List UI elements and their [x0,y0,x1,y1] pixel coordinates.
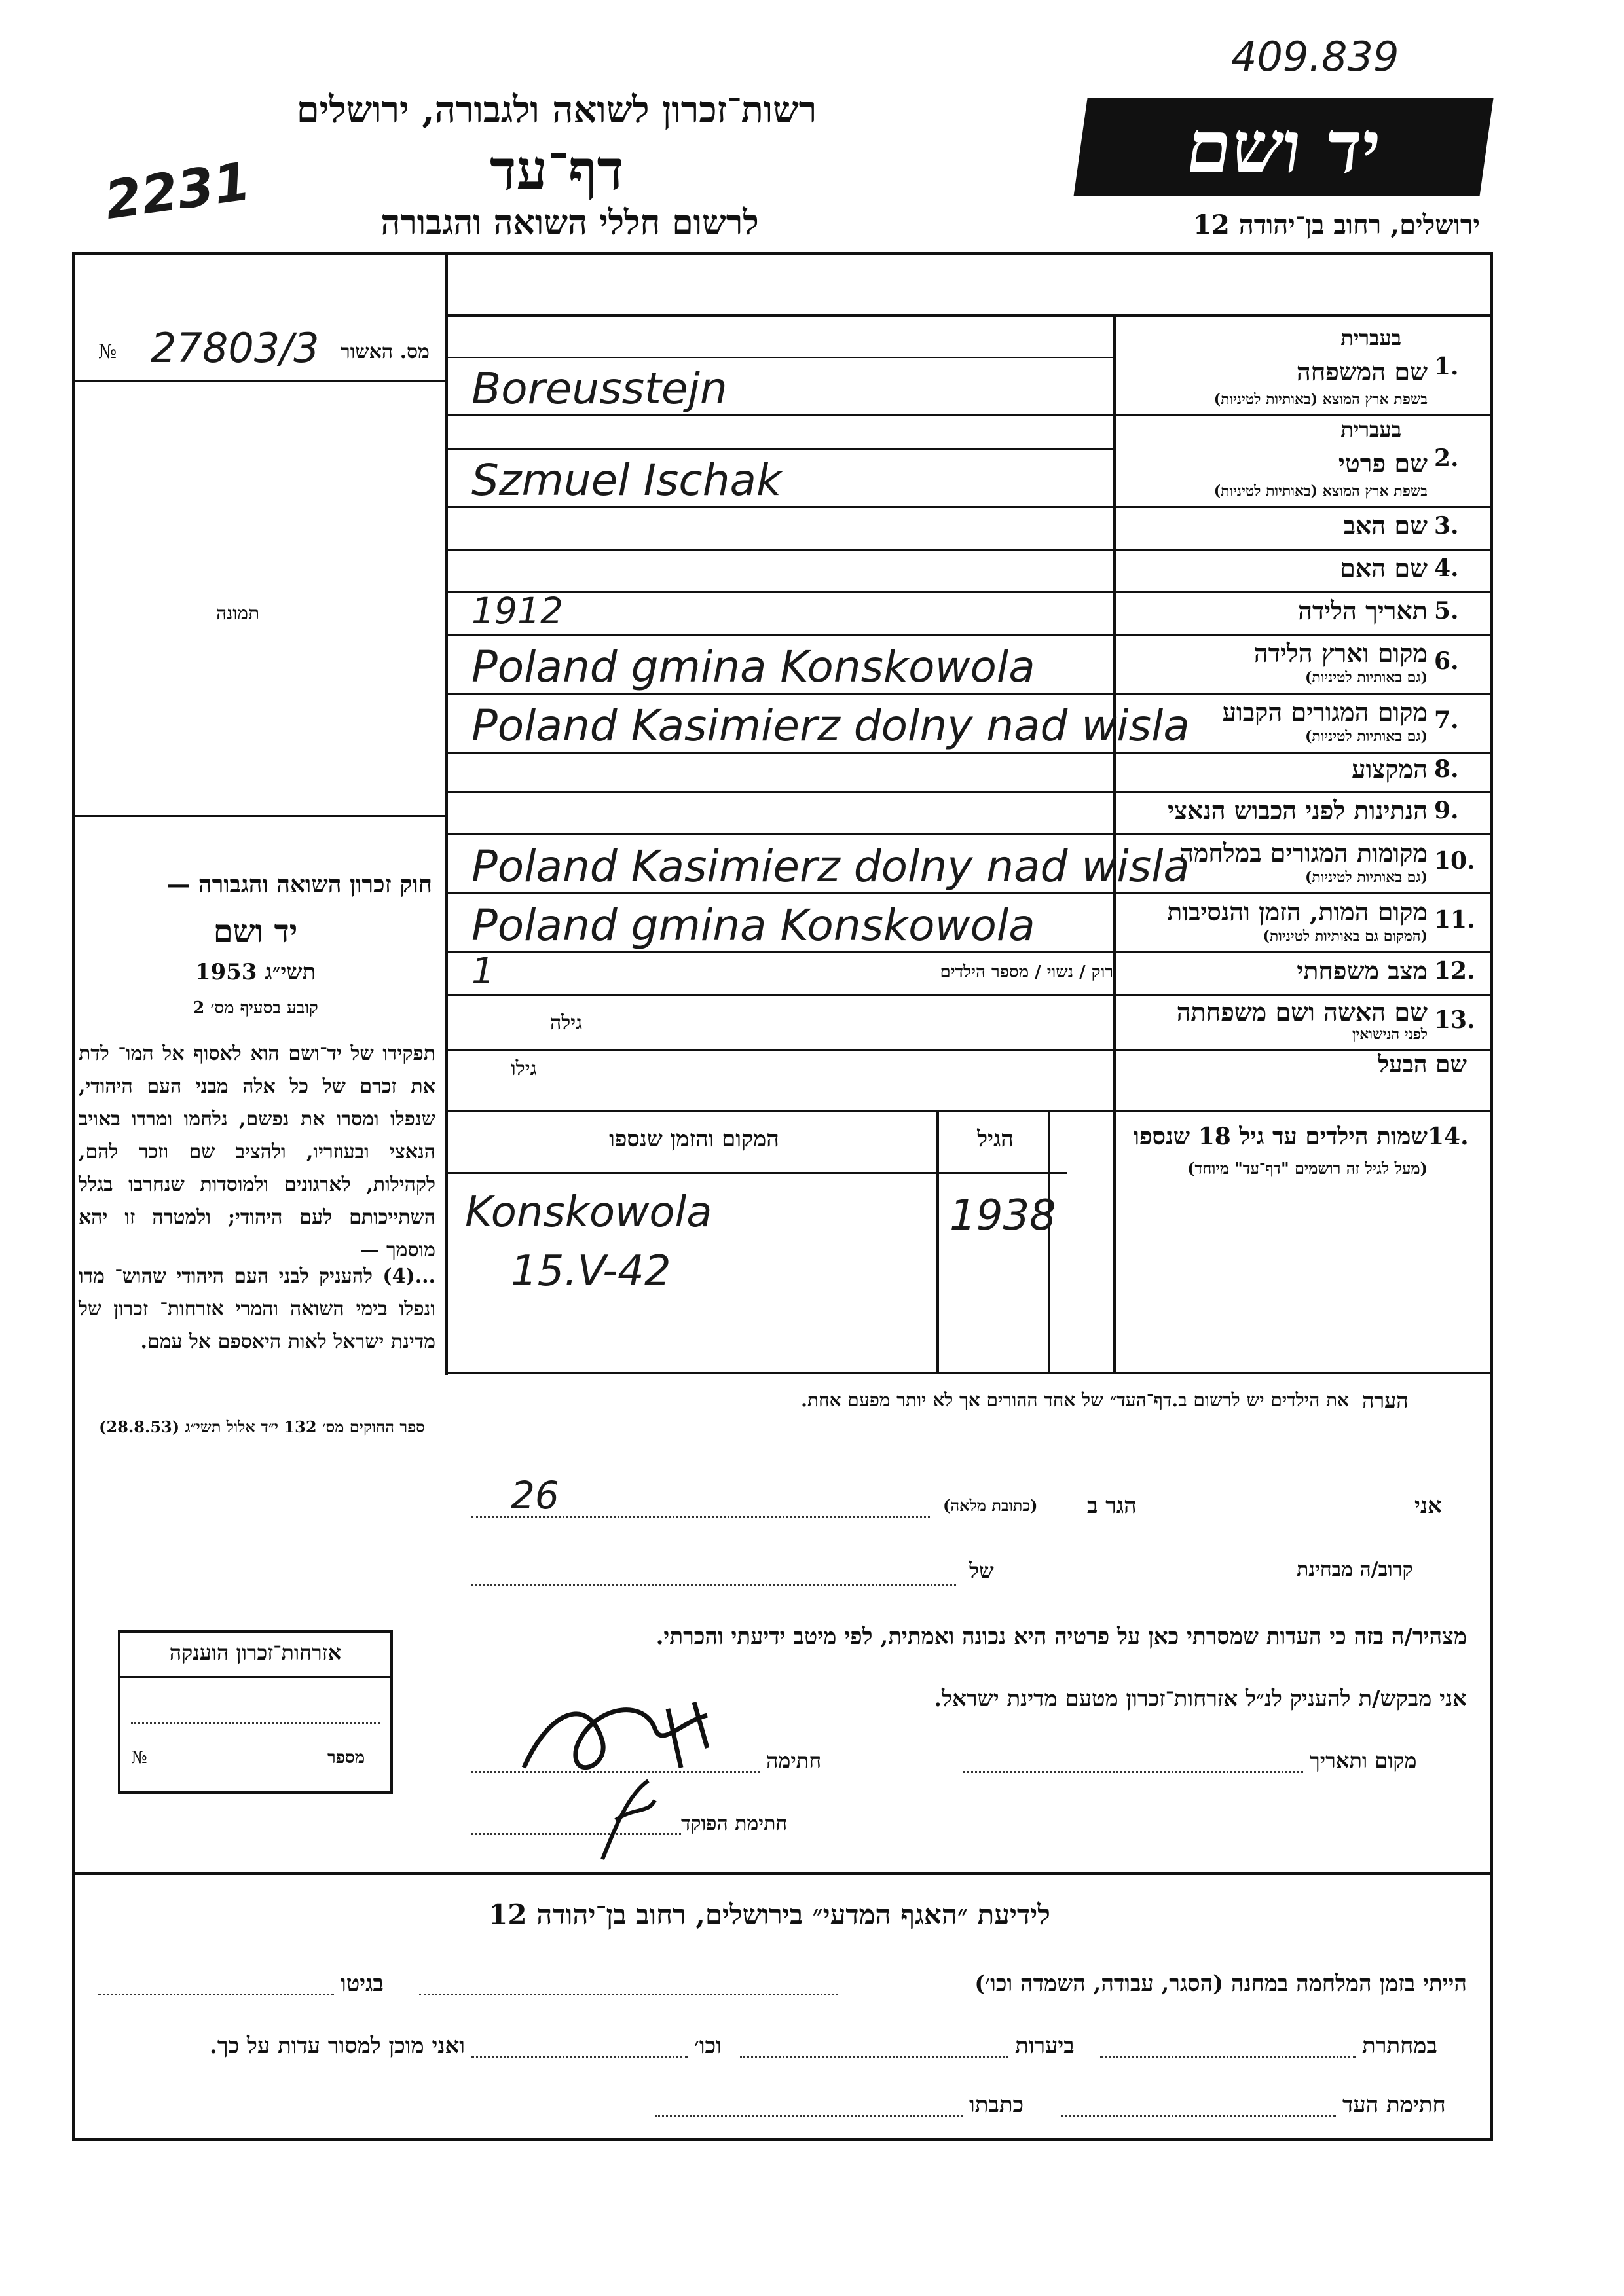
footer-line1-dots [419,1994,838,1995]
field-label: מקום המות, הזמן והנסיבות [1167,897,1428,926]
citizenship-line-1 [131,1722,380,1724]
field-value: Poland Kasimierz dolny nad wisla [471,701,1190,751]
remark-label: הערה [1362,1388,1409,1413]
citizenship-number-label: מספר [327,1748,365,1768]
field-row [445,950,1493,995]
field-row [445,550,1493,592]
file-number-mark: 2231 [101,150,255,232]
decl-relation: קרוב/ה מבחינת [1297,1558,1413,1581]
footer-line1b-dots [98,1994,334,1995]
archive-number: 409.839 [1231,33,1399,81]
field-value: Szmuel Ischak [471,455,782,505]
law-text: תפקידו של יד־ושם הוא לאסוף אל המו־ לדת את זכרם של כל אלה מבני העם היהודי, שנפלו ומסרו את נפשם, נלחמו ומרדו באויב הנאצי ובעוזריו, ולהציב שם וזכר להם, לקהילות, לארגונים ולמוסדות שנחרבו בגלל השתייכותם לעם היהודי; ולמטרה זו יהא מוסמך — [79,1042,435,1262]
citizenship-title: אזרחות־זכרון הוענקה [169,1640,342,1665]
law-text-2: ...(4) להעניק לבני העם היהודי שהוש־ מדו ונפלו בימי השואה והמרי אזרחות־ זכרון של מדינת ישראל לאות היאספם אל עמם. [79,1265,435,1353]
approval-number: 27803/3 [151,324,320,372]
field-value: 1 [471,950,494,992]
field-label: מצב משפחתי [1297,955,1428,985]
field-number: 9. [1434,796,1459,824]
address: ירושלים, רחוב בן־יהודה 12 [1193,210,1480,240]
field-value: 1912 [471,590,563,632]
field-label: המקצוע [1352,754,1428,784]
field-label: הנתינות לפני הכבוש הנאצי [1168,795,1428,825]
field-row [445,694,1493,753]
husband-age-label: גילו [511,1057,537,1080]
law-year: תשי״ג 1953 [194,959,316,985]
field-value-hebrew: רוק / נשוי / מספר הילדים [940,962,1113,982]
footer-line2c-dots [471,2056,688,2058]
field-label: שם האב [1343,510,1428,540]
field-hebrew-rule [445,448,1113,450]
child-date: 15.V-42 [511,1247,671,1296]
field-sublabel: (גם באותיות לטיניות) [1304,669,1428,686]
footer-line2b: ביערות [1015,2033,1075,2059]
husband-label: שם הבעל [1378,1051,1467,1078]
footer-line2d: ואני מוכן למסור עדות על כך. [210,2033,465,2059]
remark-rule [445,1372,1493,1374]
footer-line2c: וכו׳ [694,2033,722,2059]
footer-rule [72,1872,1493,1875]
child-age: 1938 [950,1192,1056,1240]
field-sublabel: בשפת ארץ המוצא (באותיות לטיניות) [1213,391,1428,408]
field-row [445,324,1493,416]
decl-of: של [969,1558,994,1583]
field-sublabel: (המקום גם באותיות לטיניות) [1263,928,1428,945]
top-band-rule [445,314,1493,317]
field-value: Boreusstejn [471,363,728,414]
field-number: 7. [1434,706,1459,734]
yad-vashem-logo: יד ושם [1073,98,1493,196]
field-label: מקום וארץ הלידה [1253,638,1428,668]
field-row [445,592,1493,635]
footer-line3a: חתימת העד [1342,2092,1446,2118]
field-number: 4. [1434,554,1459,582]
field-sublabel: לפני הנישואין [1352,1026,1428,1043]
footer-line3b: כתבתו [969,2092,1024,2118]
field-number: 1. [1434,353,1459,380]
field-number: 10. [1434,847,1475,875]
field-label: מקומות המגורים במלחמה [1179,838,1428,867]
field-number: 12. [1434,957,1475,985]
decl-officer-sig: חתימת הפוקד [681,1812,788,1835]
footer-line2b-dots [740,2056,1008,2058]
officer-signature [589,1768,668,1872]
citizenship-no-prefix: № [131,1748,147,1768]
children-col-place [936,1110,939,1372]
approval-label: מס. האשור [341,340,430,363]
field-number: 6. [1434,647,1459,675]
form-subtitle: לרשום חללי השואה והגבורה [380,203,759,243]
field-number: 8. [1434,756,1459,783]
approval-no-prefix: № [98,340,117,363]
law-clause: קובע בסעיף מס׳ 2 [193,998,318,1018]
field-age-label: גילה [550,1011,583,1034]
field-hebrew-rule [445,357,1113,358]
children-label: שמות הילדים עד גיל 18 שנספו [1133,1123,1428,1150]
decl-statement: מצהיר/ה בזה כי העדות שמסרתי כאן על פרטיה היא נכונה ואמתית, לפי מיטב ידיעתי והכרתי. [655,1624,1467,1650]
footer-line1a: הייתי בזמן המלחמה במחנה (הסגר, עבודה, השמדה וכו׳) [974,1971,1467,1997]
decl-signature: חתימה [766,1748,822,1773]
field-number: 2. [1434,445,1459,472]
law-name: יד ושם [213,913,298,950]
form-title: דף־עד [489,137,623,202]
field-row [445,507,1493,550]
decl-address-line [471,1516,930,1518]
children-num: 14. [1428,1123,1469,1150]
field-row [445,753,1493,792]
footer-line3b-dots [655,2115,963,2117]
field-hebrew-tag: בעברית [1340,417,1401,442]
authority-name: רשות־זכרון לשואה ולגבורה, ירושלים [296,88,817,132]
decl-full-address: (כתובת מלאה) [943,1496,1038,1515]
field-number: 5. [1434,596,1459,625]
children-sub: (מעל לגיל זה רושמים "דף־עד" מיוחד) [1187,1159,1428,1178]
field-label: שם המשפחה [1296,357,1428,386]
child-place: Konskowola [465,1188,712,1237]
field-value: Poland gmina Konskowola [471,642,1035,692]
children-rule-top [445,1110,1493,1112]
field-number: 13. [1434,1006,1475,1034]
decl-place-date: מקום ותאריך [1310,1748,1417,1773]
field-sublabel: (גם באותיות לטיניות) [1304,869,1428,886]
decl-request: אני מבקש/ת להעניק לנ״ל אזרחות־זכרון מטעם מדינת ישראל. [934,1686,1467,1712]
field-row [445,894,1493,953]
decl-place-date-line [963,1771,1303,1773]
children-age-col: הגיל [977,1126,1014,1152]
law-citation: ספר החוקים מס׳ 132 י״ד אלול תשי״ג (28.8.53) [99,1417,425,1436]
children-place-col: המקום והזמן שנספו [609,1126,779,1152]
footer-line1b: בגיטו [341,1971,384,1997]
children-header-rule [445,1172,1067,1174]
field-value: Poland gmina Konskowola [471,900,1035,951]
field-number: 3. [1434,511,1459,539]
field-number: 11. [1434,906,1475,934]
field-row [445,416,1493,507]
decl-resident: הגר ב [1087,1493,1137,1519]
field-label: שם פרטי [1338,448,1428,478]
field-hebrew-tag: בעברית [1340,325,1401,350]
photo-box-bottom [72,815,445,817]
field-row [445,792,1493,835]
citizenship-title-rule [118,1676,393,1678]
footer-line2a: במחתרת [1362,2033,1437,2059]
field-sublabel: (גם באותיות לטיניות) [1304,728,1428,745]
law-title: חוק זכרון השואה והגבורה — [166,871,432,898]
field-row [445,635,1493,694]
field-label: תאריך הלידה [1298,595,1428,625]
remark-text: את הילדים יש לרשום ב.דף־העד״ של אחד ההורים אך לא יותר מפעם אחת. [801,1389,1349,1411]
decl-address-value: 26 [511,1473,559,1518]
field-row [445,835,1493,894]
field-value: Poland Kasimierz dolny nad wisla [471,841,1190,892]
field-label: שם האשה ושם משפחתה [1176,996,1428,1027]
field-row [445,995,1493,1051]
photo-label: תמונה [216,602,260,624]
footer-line3a-dots [1061,2115,1336,2117]
footer-line2a-dots [1100,2056,1356,2058]
field-sublabel: בשפת ארץ המוצא (באותיות לטיניות) [1213,483,1428,500]
footer-title: לידיעת ״האגף המדעי״ בירושלים, רחוב בן־יהודה 12 [489,1899,1050,1931]
children-col-age [1048,1110,1050,1372]
approval-rule [72,380,445,382]
decl-of-line [471,1584,956,1586]
decl-ani: אני [1414,1493,1442,1519]
field-label: מקום המגורים הקבוע [1222,697,1428,727]
field-label: שם האם [1340,553,1428,583]
